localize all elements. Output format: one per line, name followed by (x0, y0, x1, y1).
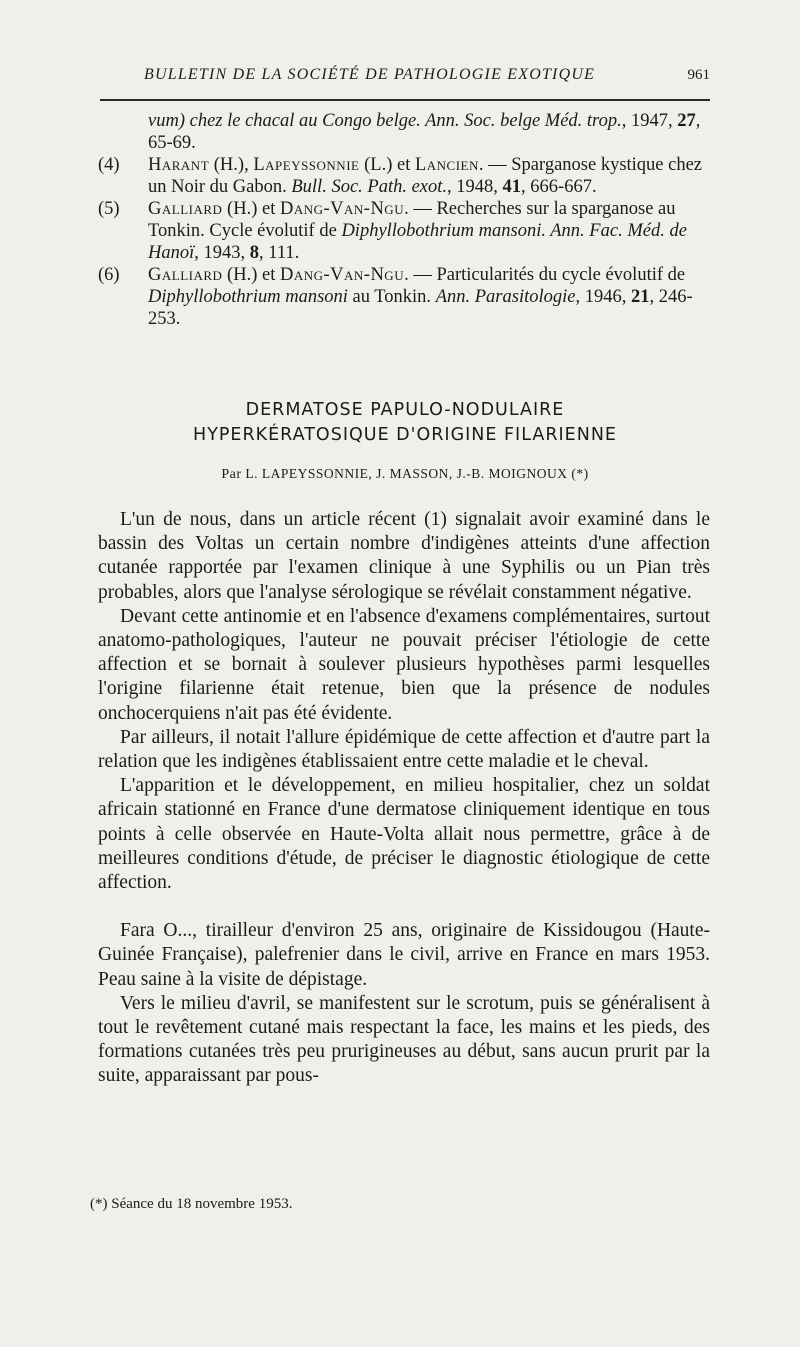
body-paragraph: Par ailleurs, il notait l'allure épidémique de cette affection et d'autre part la relation que les indigènes établissaient entre cette maladie et le cheval. (98, 726, 710, 773)
body-paragraph: L'apparition et le développement, en milieu hospitalier, chez un soldat africain stationné en France d'une dermatose cliniquement identique en tous points à celle observée en Haute-Volta allait nous permettre, grâce à de meilleures conditions d'étude, de préciser le diagnostic étiologique de cette affection. (98, 775, 710, 894)
body-paragraph: Vers le milieu d'avril, se manifestent sur le scrotum, puis se généralisent à tout le revêtement cutané mais respectant la face, les mains et les pieds, des formations cutanées très peu prurigineuses au début, sans aucun prurit par la suite, apparaissant par pous- (98, 992, 710, 1087)
article-authors (100, 466, 710, 483)
reference-item: vum) chez le chacal au Congo belge. Ann. Soc. belge Méd. trop., 1947, 27, 65-69. (148, 111, 701, 153)
header-rule (100, 99, 710, 101)
reference-list (98, 110, 710, 330)
body-paragraph: Devant cette antinomie et en l'absence d'examens complémentaires, surtout anatomo-pathologiques, l'auteur ne pouvait préciser l'étiologie de cette affection et se bornait à soulever plusieurs hypothèses parmi lesquelles l'origine filarienne était retenue, bien que la présence de nodules onchocerquiens n'ait pas été évidente. (98, 605, 710, 724)
authors-prefix: Par (221, 467, 242, 482)
page-header (100, 66, 710, 84)
body-paragraph: Fara O..., tirailleur d'environ 25 ans, originaire de Kissidougou (Haute-Guinée Française), palefrenier dans le civil, arrive en France en mars 1953. Peau saine à la visite de dépistage. (98, 920, 710, 990)
footnote: (*) Séance du 18 novembre 1953. (90, 1196, 293, 1212)
reference-item: (5) Galliard (H.) et Dang-Van-Ngu. — Recherches sur la sparganose au Tonkin. Cycle évolutif de Diphyllobothrium mansoni. Ann. Fac. Méd. de Hanoï, 1943, 8, 111. (98, 199, 687, 263)
article-body (98, 508, 710, 1089)
article-title (100, 398, 710, 448)
body-paragraph: L'un de nous, dans un article récent (1) signalait avoir examiné dans le bassin des Voltas un certain nombre d'indigènes atteints d'une affection cutanée rapportée par l'examen clinique à une Syphilis ou un Pian très probables, alors que l'analyse sérologique se révélait constamment négative. (98, 509, 710, 603)
reference-item: (6) Galliard (H.) et Dang-Van-Ngu. — Particularités du cycle évolutif de Diphyllobothrium mansoni au Tonkin. Ann. Parasitologie, 1946, 21, 246-253. (98, 265, 693, 329)
reference-item: (4) Harant (H.), Lapeyssonnie (L.) et Lancien. — Sparganose kystique chez un Noir du Gabon. Bull. Soc. Path. exot., 1948, 41, 666-667. (98, 155, 703, 197)
authors-names: L. LAPEYSSONNIE, J. MASSON, J.-B. MOIGNOUX (*) (245, 466, 589, 481)
running-head: BULLETIN DE LA SOCIÉTÉ DE PATHOLOGIE EXOTIQUE (144, 66, 596, 83)
title-line: HYPERKÉRATOSIQUE D'ORIGINE FILARIENNE (193, 425, 617, 445)
title-line: DERMATOSE PAPULO-NODULAIRE (245, 400, 565, 420)
page-number: 961 (687, 67, 710, 83)
